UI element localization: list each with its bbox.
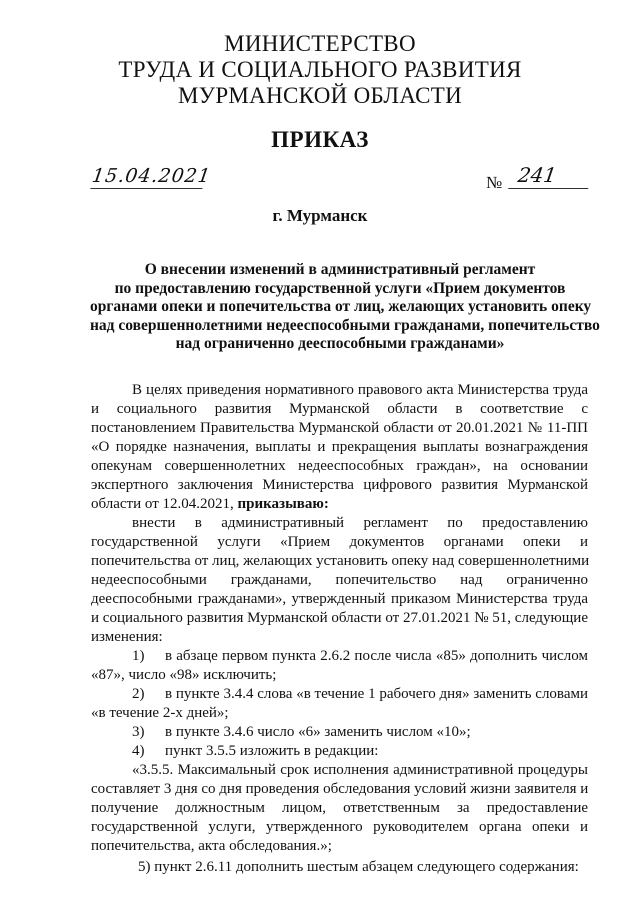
paragraph-line: и социального развития Мурманской области от 27.01.2021 № 51, следующие [91,610,588,626]
paragraph-line: недееспособными гражданами, попечительство над ограниченно [91,572,588,588]
paragraph-line: В целях приведения нормативного правового акта Министерства труда [132,382,588,398]
paragraph-line: опекунам совершеннолетних недееспособных граждан», на основании [91,458,588,474]
list-item: в абзаце первом пункта 2.6.2 после числа «85» дополнить числом [165,648,588,664]
subject-line: над совершеннолетними недееспособными гражданами, попечительство [90,316,600,334]
quote-line: получение должностным лицом, ответственным за предоставление [91,800,588,816]
list-item: пункт 3.5.5 изложить в редакции: [165,743,379,759]
paragraph-line: «О порядке назначения, выплаты и прекращения выплаты вознаграждения [91,439,588,455]
paragraph-line: постановлением Правительства Мурманской области от 20.01.2021 № 11-ПП [91,420,588,436]
quote-line: попечительства, акта обследования.»; [91,838,332,854]
paragraph-line: экспертного заключения Министерства цифрового развития Мурманской [91,477,588,493]
list-item: в пункте 3.4.4 слова «в течение 1 рабочего дня» заменить словами [165,686,588,702]
paragraph-line: дееспособными гражданами», утвержденный приказом Министерства труда [91,591,588,607]
order-date: 15.04.2021 [90,165,213,187]
paragraph-line: и социального развития Мурманской области в соответствие с [91,401,588,417]
list-item: «в течение 2-х дней»; [91,705,229,721]
list-item-number: 4) [132,743,145,759]
subject-line: органами опеки и попечительства от лиц, желающих установить опеку [90,298,592,315]
list-item-number: 1) [132,648,145,664]
list-item: «87», число «98» исключить; [91,667,277,683]
order-number: 241 [508,163,592,189]
paragraph-line: внести в административный регламент по предоставлению [132,515,588,531]
paragraph-line [91,495,329,513]
quote-line: «3.5.5. Максимальный срок исполнения административной процедуры [132,762,588,778]
order-city: г. Мурманск [272,206,368,225]
paragraph-line: изменения: [91,629,163,645]
list-item-number: 2) [132,686,145,702]
quote-line: государственной услуги, утвержденного руководителем органа опеки и [91,819,588,835]
ministry-name-line-1: МИНИСТЕРСТВО [224,31,416,56]
ministry-name-line-3: МУРМАНСКОЙ ОБЛАСТИ [178,83,462,108]
paragraph-line: попечительства от лиц, желающих установить опеку над совершеннолетними [91,553,590,569]
order-number-label: № [486,173,503,192]
subject-line: над ограниченно дееспособными гражданами» [175,335,505,352]
ministry-name-line-2: ТРУДА И СОЦИАЛЬНОГО РАЗВИТИЯ [118,57,522,82]
order-directive: приказываю: [237,496,329,512]
paragraph-text: области от 12.04.2021, [91,496,234,512]
subject-line: по предоставлению государственной услуги «Прием документов [114,279,566,297]
subject-line: О внесении изменений в административный регламент [144,261,536,278]
order-title: ПРИКАЗ [271,127,369,152]
quote-line: составляет 3 дня со дня проведения обследования условий жизни заявителя и [91,781,589,797]
list-item-number: 3) [132,724,145,740]
paragraph-line: государственной услуги «Прием документов органами опеки и [91,534,588,550]
list-item: 5) пункт 2.6.11 дополнить шестым абзацем следующего содержания: [138,859,579,875]
list-item: в пункте 3.4.6 число «6» заменить числом «10»; [165,724,471,740]
